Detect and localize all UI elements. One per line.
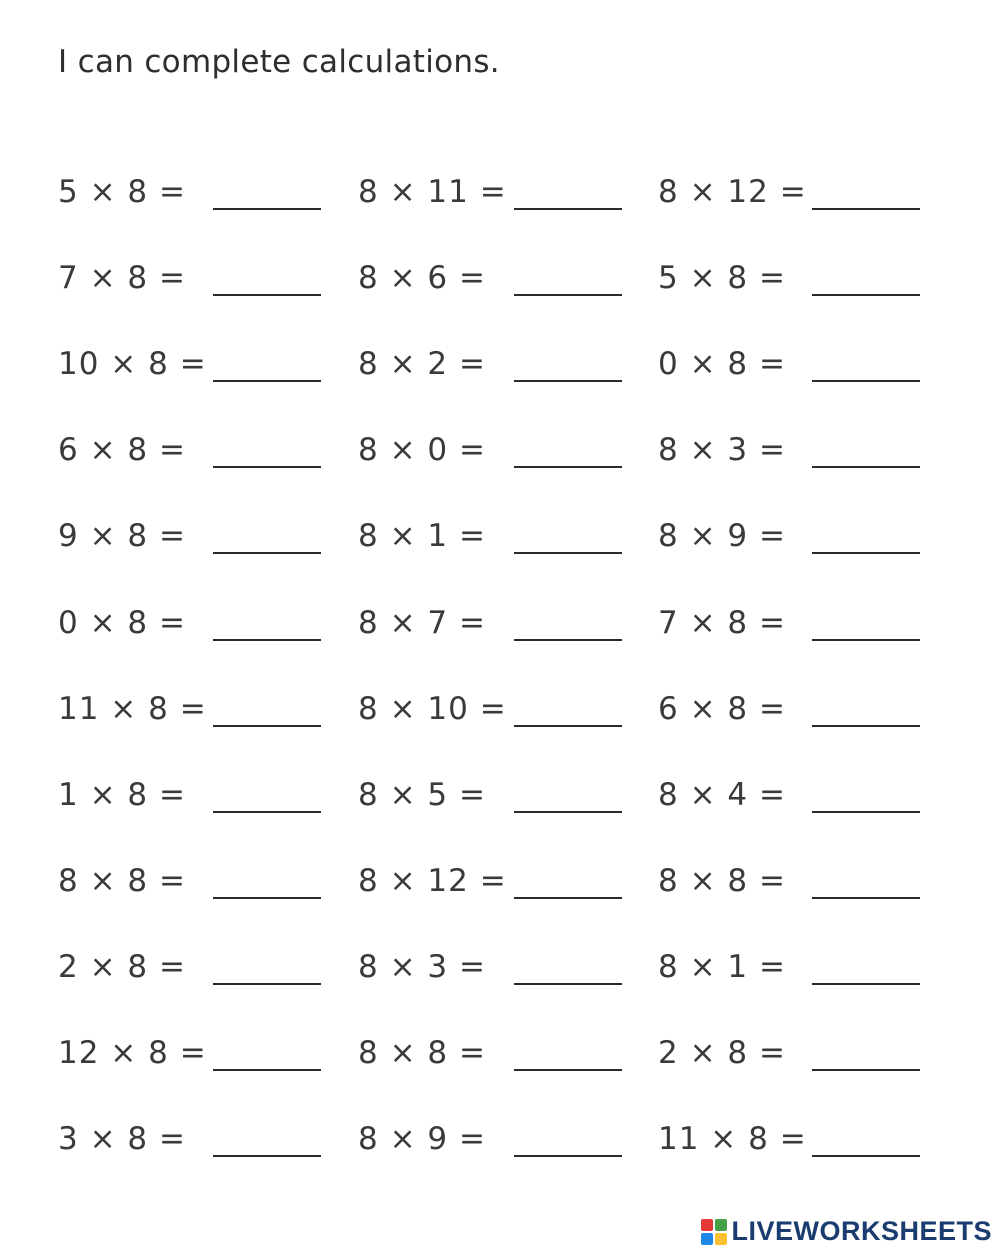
problem-expression: 8 × 0 = [358,432,486,469]
answer-blank[interactable] [812,1155,920,1157]
answer-blank[interactable] [812,552,920,554]
problem-item [58,516,338,566]
problem-expression: 8 × 8 = [358,1035,486,1071]
answer-blank[interactable] [213,983,321,985]
logo-square [701,1219,713,1231]
problem-item [658,861,938,911]
answer-blank[interactable] [812,294,920,296]
answer-blank[interactable] [213,639,321,641]
answer-blank[interactable] [514,208,622,210]
worksheet-title: I can complete calculations. [58,44,500,80]
problem-expression: 9 × 8 = [58,518,186,555]
liveworksheets-logo-icon [701,1219,727,1245]
problem-expression: 7 × 8 = [658,604,786,641]
problem-item [58,603,338,653]
problem-item [358,947,638,997]
logo-square [701,1233,713,1245]
problem-item [358,603,638,653]
answer-blank[interactable] [812,1069,920,1071]
answer-blank[interactable] [514,552,622,554]
problem-item [658,344,938,394]
answer-blank[interactable] [812,811,920,813]
answer-blank[interactable] [213,466,321,468]
answer-blank[interactable] [514,466,622,468]
problem-item [358,775,638,825]
problem-expression: 8 × 10 = [358,690,507,727]
answer-blank[interactable] [812,897,920,899]
problem-item [58,344,338,394]
problem-expression: 2 × 8 = [658,1035,786,1071]
problem-expression: 8 × 4 = [658,776,786,813]
problem-expression: 5 × 8 = [658,260,786,297]
answer-blank[interactable] [514,725,622,727]
problem-expression: 8 × 6 = [358,260,486,297]
problem-item [58,1119,338,1169]
problem-item [658,1033,938,1083]
problem-expression: 7 × 8 = [58,260,186,297]
answer-blank[interactable] [514,811,622,813]
problem-item [58,689,338,739]
problem-item [358,172,638,222]
problem-expression: 0 × 8 = [658,346,786,383]
answer-blank[interactable] [213,1069,321,1071]
problem-item [358,689,638,739]
answer-blank[interactable] [213,552,321,554]
answer-blank[interactable] [514,294,622,296]
answer-blank[interactable] [514,380,622,382]
problem-item [58,430,338,480]
answer-blank[interactable] [812,466,920,468]
answer-blank[interactable] [812,639,920,641]
answer-blank[interactable] [812,380,920,382]
problem-item [658,689,938,739]
problem-item [58,172,338,222]
brand-name: LIVEWORKSHEETS [731,1216,992,1246]
problem-expression: 10 × 8 = [58,346,207,383]
problem-expression: 8 × 7 = [358,604,486,641]
problem-expression: 8 × 9 = [358,1121,486,1158]
problem-item [358,1033,638,1083]
problem-expression: 6 × 8 = [58,432,186,469]
answer-blank[interactable] [213,380,321,382]
problem-expression: 6 × 8 = [658,690,786,727]
problem-item [358,1119,638,1169]
problem-item [658,172,938,222]
problem-item [658,516,938,566]
problem-item [658,258,938,308]
answer-blank[interactable] [514,1069,622,1071]
problem-item [658,775,938,825]
answer-blank[interactable] [213,725,321,727]
problem-expression: 0 × 8 = [58,604,186,641]
problem-expression: 5 × 8 = [58,174,186,210]
answer-blank[interactable] [812,208,920,210]
answer-blank[interactable] [213,1155,321,1157]
answer-blank[interactable] [213,811,321,813]
answer-blank[interactable] [213,294,321,296]
problem-item [658,947,938,997]
problem-expression: 8 × 2 = [358,346,486,383]
problem-item [58,1033,338,1083]
answer-blank[interactable] [213,897,321,899]
answer-blank[interactable] [514,897,622,899]
problem-expression: 8 × 1 = [358,518,486,555]
problem-expression: 8 × 5 = [358,776,486,813]
problem-item [358,516,638,566]
problem-expression: 8 × 11 = [358,174,507,210]
answer-blank[interactable] [514,983,622,985]
problem-item [358,258,638,308]
problem-item [58,258,338,308]
problem-expression: 8 × 8 = [658,862,786,899]
problem-item [58,861,338,911]
problem-expression: 8 × 1 = [658,948,786,985]
problem-expression: 8 × 3 = [658,432,786,469]
problem-expression: 1 × 8 = [58,776,186,813]
problem-expression: 8 × 3 = [358,948,486,985]
problem-expression: 11 × 8 = [658,1121,807,1158]
problem-expression: 11 × 8 = [58,690,207,727]
problem-expression: 8 × 12 = [358,862,507,899]
problem-item [658,430,938,480]
problem-item [658,1119,938,1169]
problem-expression: 8 × 8 = [58,862,186,899]
answer-blank[interactable] [812,725,920,727]
answer-blank[interactable] [514,1155,622,1157]
problem-item [358,861,638,911]
answer-blank[interactable] [514,639,622,641]
problem-item [58,775,338,825]
problem-expression: 8 × 9 = [658,518,786,555]
logo-square [715,1219,727,1231]
answer-blank[interactable] [812,983,920,985]
problem-expression: 12 × 8 = [58,1035,207,1071]
logo-square [715,1233,727,1245]
problem-item [358,344,638,394]
problem-expression: 2 × 8 = [58,948,186,985]
answer-blank[interactable] [213,208,321,210]
problem-item [358,430,638,480]
problem-item [658,603,938,653]
problem-expression: 3 × 8 = [58,1121,186,1158]
problem-item [58,947,338,997]
liveworksheets-branding [701,1216,992,1247]
problem-expression: 8 × 12 = [658,174,807,210]
